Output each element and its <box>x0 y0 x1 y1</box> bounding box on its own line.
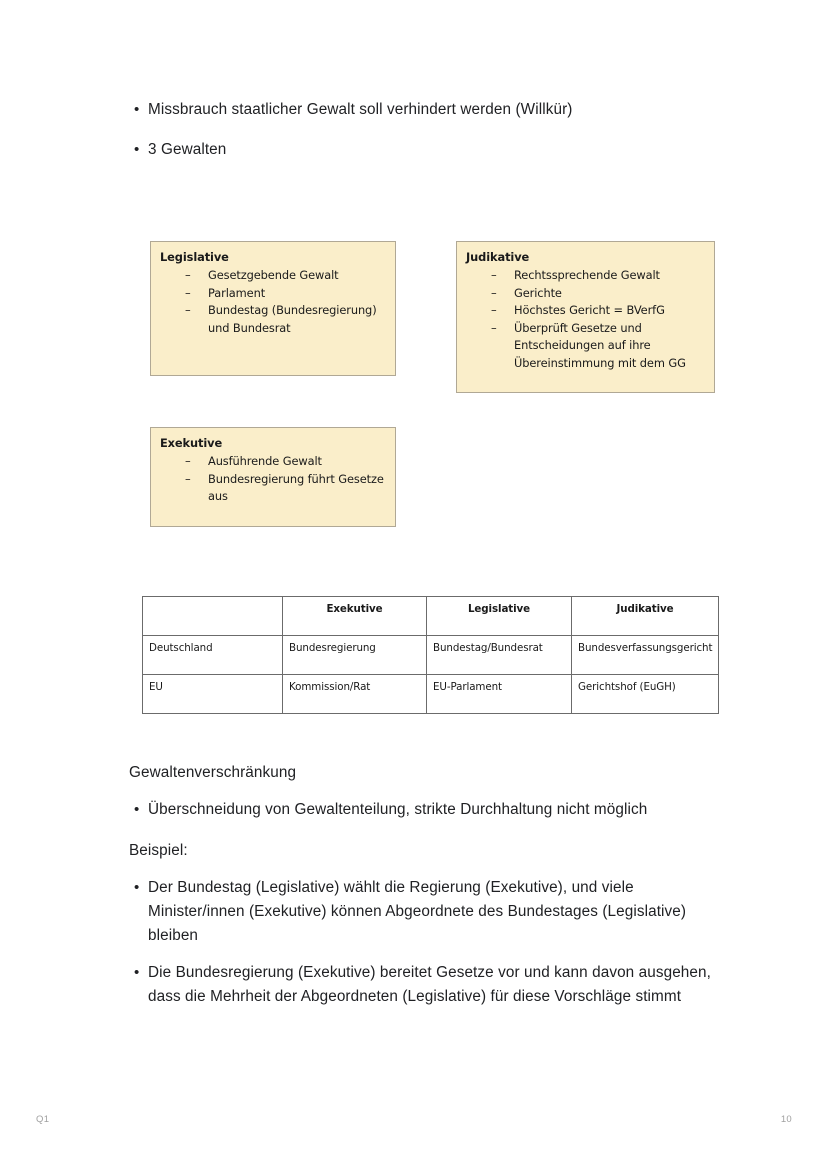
table-header-cell <box>143 597 283 636</box>
info-box-judikative <box>456 241 715 393</box>
info-box-item-text: Bundesregierung führt Gesetze aus <box>208 471 384 503</box>
info-box-item-text: Gesetzgebende Gewalt <box>208 268 339 282</box>
info-box-item-text: Überprüft Gesetze und Entscheidungen auf ihre Übereinstimmung mit dem GG <box>514 320 686 370</box>
footer-course-label: Q1 <box>36 1114 50 1125</box>
dash-icon: – <box>491 320 497 335</box>
dash-icon: – <box>185 268 191 282</box>
table-header-cell: Exekutive <box>283 597 427 636</box>
table-cell: EU-Parlament <box>427 675 572 714</box>
info-box-item <box>160 453 386 471</box>
list-item-text: Die Bundesregierung (Exekutive) bereitet Gesetze vor und kann davon ausgehen, dass die Mehrheit der Abgeordneten (Legislative) für diese Vorschläge stimmt <box>148 964 711 1005</box>
list-item <box>129 961 729 1009</box>
info-box-title: Exekutive <box>160 436 223 450</box>
dash-icon: – <box>185 285 191 300</box>
info-box-item <box>466 267 705 285</box>
footer-page-number: 10 <box>780 1114 792 1125</box>
list-item-text: Missbrauch staatlicher Gewalt soll verhindert werden (Willkür) <box>148 101 573 118</box>
list-item-text: Überschneidung von Gewaltenteilung, strikte Durchhaltung nicht möglich <box>148 801 648 818</box>
table-cell: EU <box>143 675 283 714</box>
table-row <box>143 675 719 714</box>
list-item-text: Der Bundestag (Legislative) wählt die Regierung (Exekutive), und viele Minister/innen (Exekutive) können Abgeordnete des Bundestages (Legislative) bleiben <box>148 879 687 944</box>
example-label: Beispiel: <box>129 842 188 859</box>
table-header-cell: Legislative <box>427 597 572 636</box>
info-box-legislative <box>150 241 396 376</box>
lower-content <box>129 761 729 1022</box>
info-box-item <box>160 471 386 506</box>
table-cell: Kommission/Rat <box>283 675 427 714</box>
info-box-item <box>160 302 386 337</box>
bullet-icon: • <box>134 801 140 818</box>
info-box-item-text: Bundestag (Bundesregierung) und Bundesrat <box>208 303 377 335</box>
table-cell: Gerichtshof (EuGH) <box>572 675 719 714</box>
info-box-item <box>466 320 705 373</box>
bullet-icon: • <box>134 964 140 981</box>
list-item-text: 3 Gewalten <box>148 141 227 158</box>
info-box-title: Legislative <box>160 250 229 264</box>
info-box-list <box>160 453 386 506</box>
comparison-table <box>142 596 719 714</box>
top-bullet-list <box>129 98 729 178</box>
list-item <box>129 876 729 948</box>
info-box-item-text: Rechtssprechende Gewalt <box>514 268 660 282</box>
dash-icon: – <box>491 303 497 317</box>
info-box-item-text: Parlament <box>208 285 266 300</box>
info-box-item-text: Gerichte <box>514 285 562 300</box>
dash-icon: – <box>185 471 191 486</box>
dash-icon: – <box>491 285 497 300</box>
table-header <box>143 597 719 636</box>
bullet-icon: • <box>134 101 140 118</box>
info-box-item <box>160 267 386 285</box>
info-box-exekutive <box>150 427 396 527</box>
list-item <box>129 138 729 162</box>
info-box-title: Judikative <box>466 250 530 264</box>
info-box-item <box>160 285 386 303</box>
list-item <box>129 98 729 122</box>
info-box-item-text: Höchstes Gericht = BVerfG <box>514 303 665 317</box>
list-item <box>129 798 729 822</box>
dash-icon: – <box>185 303 191 317</box>
bullet-icon: • <box>134 879 140 896</box>
table-cell: Bundesverfassungsgericht <box>572 636 719 675</box>
table-body <box>143 636 719 714</box>
bullet-icon: • <box>134 141 140 158</box>
info-box-item <box>466 302 705 320</box>
info-box-item <box>466 285 705 303</box>
table-cell: Deutschland <box>143 636 283 675</box>
info-box-item-text: Ausführende Gewalt <box>208 454 322 468</box>
table-cell: Bundesregierung <box>283 636 427 675</box>
table-header-cell: Judikative <box>572 597 719 636</box>
info-box-list <box>466 267 705 372</box>
table-cell: Bundestag/Bundesrat <box>427 636 572 675</box>
dash-icon: – <box>491 268 497 282</box>
table-row <box>143 636 719 675</box>
info-box-list <box>160 267 386 337</box>
dash-icon: – <box>185 454 191 468</box>
table-header-row <box>143 597 719 636</box>
section-heading: Gewaltenverschränkung <box>129 764 297 781</box>
